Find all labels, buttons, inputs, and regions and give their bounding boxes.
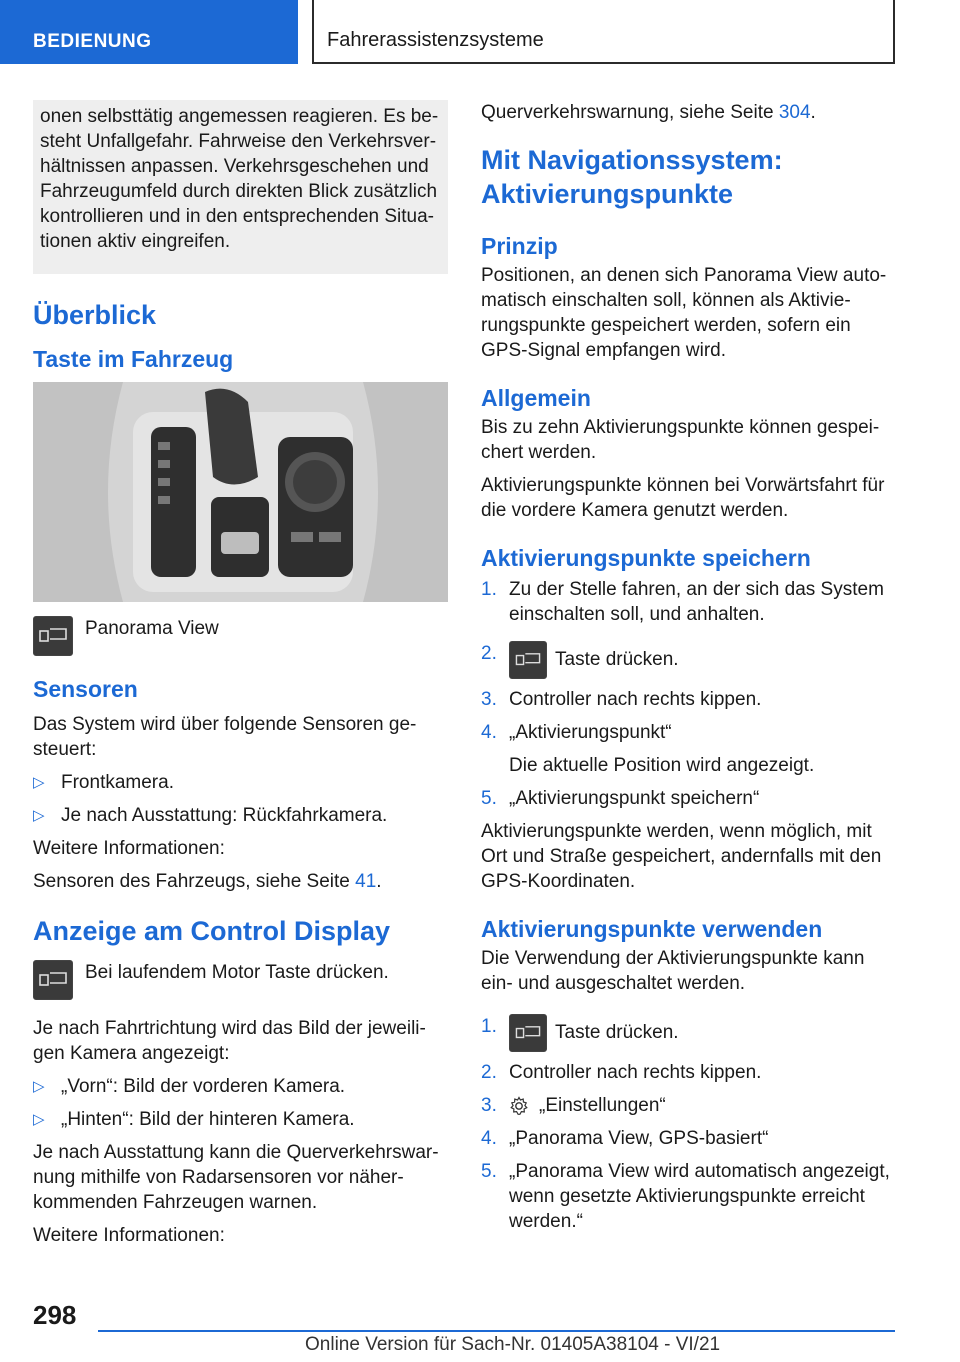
vehicle-console-photo: [33, 382, 448, 602]
step-subtext: Die aktuelle Position wird angezeigt.: [509, 755, 815, 776]
panorama-view-camera-icon: [33, 616, 73, 656]
step-text: „Aktivierungspunkt“: [509, 722, 672, 743]
use-heading: Aktivierungspunkte verwenden: [481, 916, 823, 942]
step-text: Taste drücken.: [555, 649, 679, 671]
cross-traffic-text: Je nach Ausstattung kann die Querverkehrswarnung mithilfe von Radarsensoren vor näherkommenden Fahrzeugen warnen.: [33, 1142, 439, 1213]
page-link-41[interactable]: 41: [355, 871, 377, 892]
list-item: [33, 803, 448, 828]
list-item-text: „Vorn“: Bild der vorderen Kamera.: [61, 1076, 346, 1097]
triangle-bullet-icon: ▷: [33, 807, 45, 824]
general-text-2: Aktivierungspunkte können bei Vorwärtsfahrt für die vordere Kamera genutzt werden.: [481, 475, 885, 521]
save-heading: Aktivierungspunkte speichern: [481, 545, 811, 571]
header-section-label: BEDIENUNG: [33, 31, 152, 52]
direction-list: [33, 1074, 448, 1132]
warning-text: onen selbsttätig angemessen reagieren. Es besteht Unfallgefahr. Fahrweise den Verkehrsverhältnissen anpassen. Verkehrsgeschehen und Fahrzeugumfeld durch direkten Blick zusätzlich kontrollieren und in den entsprechenden Situationen aktiv eingreifen.: [40, 106, 439, 252]
principle-text: Positionen, an denen sich Panorama View automatisch einschalten soll, können als Aktivierungspunkte gespeichert werden, sofern ein GPS-Signal empfangen wird.: [481, 265, 887, 361]
step-text: Zu der Stelle fahren, an der sich das System einschalten soll, und anhalten.: [509, 579, 884, 625]
display-icon-row: [33, 960, 448, 1000]
sensors-heading: Sensoren: [33, 676, 138, 702]
step-number: 3.: [481, 689, 497, 710]
step-number: 5.: [481, 1161, 497, 1182]
step-text: Taste drücken.: [555, 1022, 679, 1044]
header-section-tab: [0, 0, 298, 64]
button-icon-row: [33, 616, 448, 656]
list-item: [33, 1074, 448, 1099]
panorama-view-camera-icon: [33, 960, 73, 1000]
nav-heading: Mit Navigationssystem: Aktivierungspunkte: [481, 145, 783, 209]
icon-caption: Panorama View: [85, 618, 219, 639]
step-text: Controller nach rechts kippen.: [509, 1062, 762, 1083]
list-item: [33, 1107, 448, 1132]
header-chapter-label: Fahrerassistenzsysteme: [327, 29, 544, 51]
overview-heading: Überblick: [33, 300, 157, 330]
reference-text: Querverkehrswarnung, siehe Seite: [481, 102, 779, 123]
list-item: [481, 720, 896, 778]
step-number: 1.: [481, 1016, 497, 1037]
step-number: 2.: [481, 1062, 497, 1083]
save-result-text: Aktivierungspunkte werden, wenn möglich, mit Ort und Straße gespeichert, andernfalls mit den GPS-Koordinaten.: [481, 821, 882, 892]
footer-text: Online Version für Sach-Nr. 01405A38104 - VI/21: [305, 1334, 721, 1355]
panorama-view-camera-icon: [509, 1014, 547, 1052]
triangle-bullet-icon: ▷: [33, 774, 45, 791]
use-text: Die Verwendung der Aktivierungspunkte kann ein- und ausgeschaltet werden.: [481, 948, 865, 994]
list-item: [481, 1159, 896, 1234]
general-text-1: Bis zu zehn Aktivierungspunkte können gespeichert werden.: [481, 417, 880, 463]
general-heading: Allgemein: [481, 385, 591, 411]
page-number: 298: [33, 1300, 77, 1330]
step-text: „Panorama View, GPS-basiert“: [509, 1128, 769, 1149]
step-number: 4.: [481, 722, 497, 743]
step-number: 2.: [481, 643, 497, 664]
sensors-reference: Sensoren des Fahrzeugs, siehe Seite 41.: [33, 871, 382, 892]
left-column: [33, 100, 448, 1256]
display-icon-text: Bei laufendem Motor Taste drücken.: [85, 962, 389, 983]
use-steps: [481, 1014, 896, 1234]
list-item-text: Frontkamera.: [61, 772, 174, 793]
display-heading: Anzeige am Control Display: [33, 916, 391, 946]
triangle-bullet-icon: ▷: [33, 1111, 45, 1128]
step-number: 4.: [481, 1128, 497, 1149]
step-number: 1.: [481, 579, 497, 600]
step-text: „Panorama View wird automatisch angezeigt, wenn gesetzte Aktivierungspunkte erreicht werden.“: [509, 1161, 890, 1232]
panorama-view-camera-icon: [509, 641, 547, 679]
list-item: [481, 1093, 896, 1118]
list-item: [33, 770, 448, 795]
direction-text: Je nach Fahrtrichtung wird das Bild der jeweiligen Kamera angezeigt:: [33, 1018, 426, 1064]
list-item: [481, 687, 896, 712]
list-item: [481, 1014, 896, 1052]
right-column: [481, 100, 896, 1242]
save-steps: [481, 577, 896, 811]
list-item: [481, 1060, 896, 1085]
list-item-text: „Hinten“: Bild der hinteren Kamera.: [61, 1109, 355, 1130]
triangle-bullet-icon: ▷: [33, 1078, 45, 1095]
reference-text: Sensoren des Fahrzeugs, siehe Seite: [33, 871, 356, 892]
step-text: „Aktivierungspunkt speichern“: [509, 788, 760, 809]
page-link-304[interactable]: 304: [778, 102, 811, 123]
list-item-text: Je nach Ausstattung: Rückfahrkamera.: [61, 805, 388, 826]
button-heading: Taste im Fahrzeug: [33, 346, 234, 372]
settings-gear-icon: [509, 1096, 529, 1116]
footer-divider: [98, 1330, 895, 1332]
warning-box: [33, 100, 448, 274]
cross-traffic-reference: Querverkehrswarnung, siehe Seite 304.: [481, 102, 816, 123]
more-info-label-2: Weitere Informationen:: [33, 1225, 225, 1246]
list-item: [481, 1126, 896, 1151]
console-illustration: [33, 382, 448, 602]
list-item: [481, 577, 896, 627]
sensors-intro: Das System wird über folgende Sensoren gesteuert:: [33, 714, 417, 760]
principle-heading: Prinzip: [481, 233, 558, 259]
list-item: [481, 786, 896, 811]
step-text: „Einstellungen“: [539, 1095, 666, 1116]
step-number: 3.: [481, 1095, 497, 1116]
sensors-list: [33, 770, 448, 828]
list-item: [481, 641, 896, 679]
header-chapter-tab: [312, 0, 895, 64]
more-info-label: Weitere Informationen:: [33, 838, 225, 859]
step-text: Controller nach rechts kippen.: [509, 689, 762, 710]
step-number: 5.: [481, 788, 497, 809]
